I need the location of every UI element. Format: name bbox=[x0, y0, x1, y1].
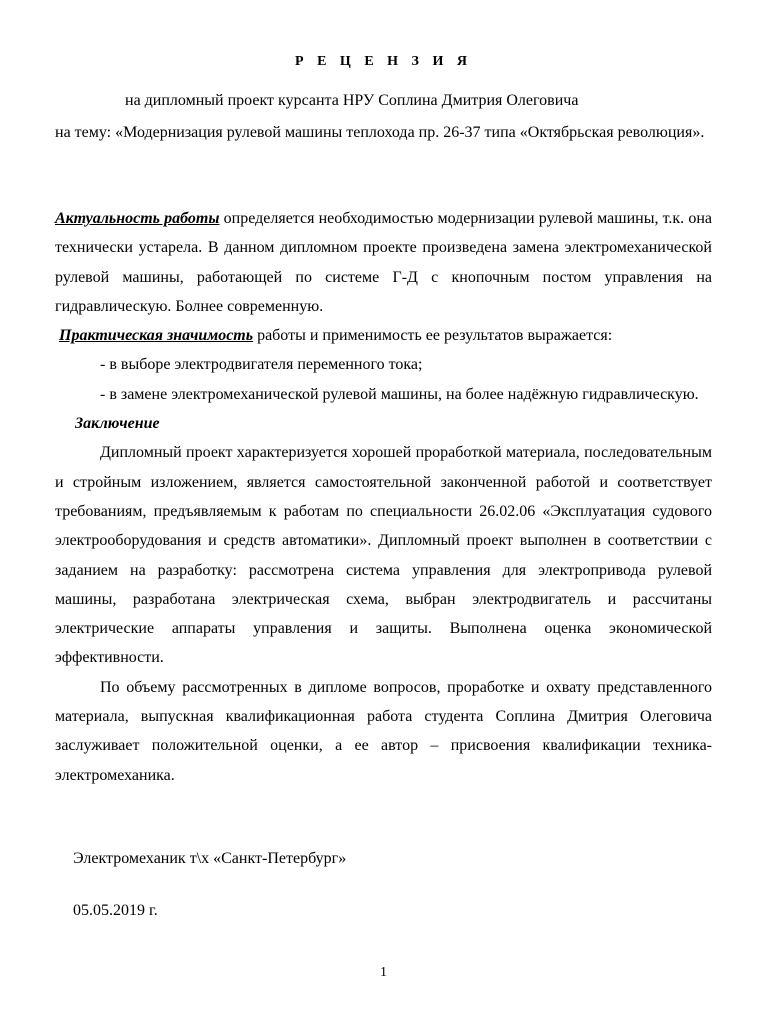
conclusion-heading: Заключение bbox=[75, 415, 160, 433]
practical-item: - в замене электромеханической рулевой машины, на более надёжную гидравлическую. bbox=[100, 385, 699, 403]
page-number: 1 bbox=[380, 965, 387, 980]
relevance-heading: Актуальность работы bbox=[55, 210, 220, 227]
conclusion-heading-row bbox=[55, 409, 712, 438]
document-body bbox=[55, 204, 712, 790]
signature-line: Электромеханик т\х «Санкт-Петербург» bbox=[73, 850, 347, 867]
conclusion-paragraph: По объему рассмотренных в дипломе вопросов, проработке и охвату представленного материала, выпускная квалификационная работа студента Соплина Дмитрия Олеговича заслуживает положительной оценки, а ее автор – присвоения квалификации техника-электромеханика. bbox=[55, 678, 712, 784]
practical-heading: Практическая значимость bbox=[59, 327, 254, 345]
document-page bbox=[55, 0, 712, 1024]
document-date: 05.05.2019 г. bbox=[73, 902, 158, 919]
practical-item: - в выборе электродвигателя переменного тока; bbox=[100, 356, 423, 374]
practical-paragraph bbox=[55, 321, 712, 350]
relevance-paragraph bbox=[55, 204, 712, 321]
conclusion-paragraph: Дипломный проект характеризуется хорошей проработкой материала, последовательным и стройным изложением, является самостоятельной законченной работой и соответствует требованиям, предъявляемым к работам по специальности 26.02.06 «Эксплуатация судового электрооборудования и средств автоматики». Дипломный проект выполнен в соответствии с заданием на разработку: рассмотрена система управления для электропривода рулевой машины, разработана электрическая схема, выбран электродвигатель и рассчитаны электрические аппараты управления и защиты. Выполнена оценка экономической эффективности. bbox=[55, 444, 712, 667]
relevance-text: определяется необходимостью модернизации рулевой машины, т.к. она технически устарела. В данном дипломном проекте произведена замена электромеханической рулевой машины, работающей по системе Г-Д с кнопочным постом управления на гидравлическую. Болнее современную. bbox=[55, 210, 713, 315]
document-subtitle: на дипломный проект курсанта НРУ Соплина Дмитрия Олеговича bbox=[125, 92, 579, 109]
practical-text: работы и применимость ее результатов выражается: bbox=[253, 327, 613, 345]
document-title: Р Е Ц Е Н З И Я bbox=[295, 54, 472, 69]
document-topic: на тему: «Модернизация рулевой машины теплохода пр. 26-37 типа «Октябрьская революция». bbox=[55, 124, 705, 141]
